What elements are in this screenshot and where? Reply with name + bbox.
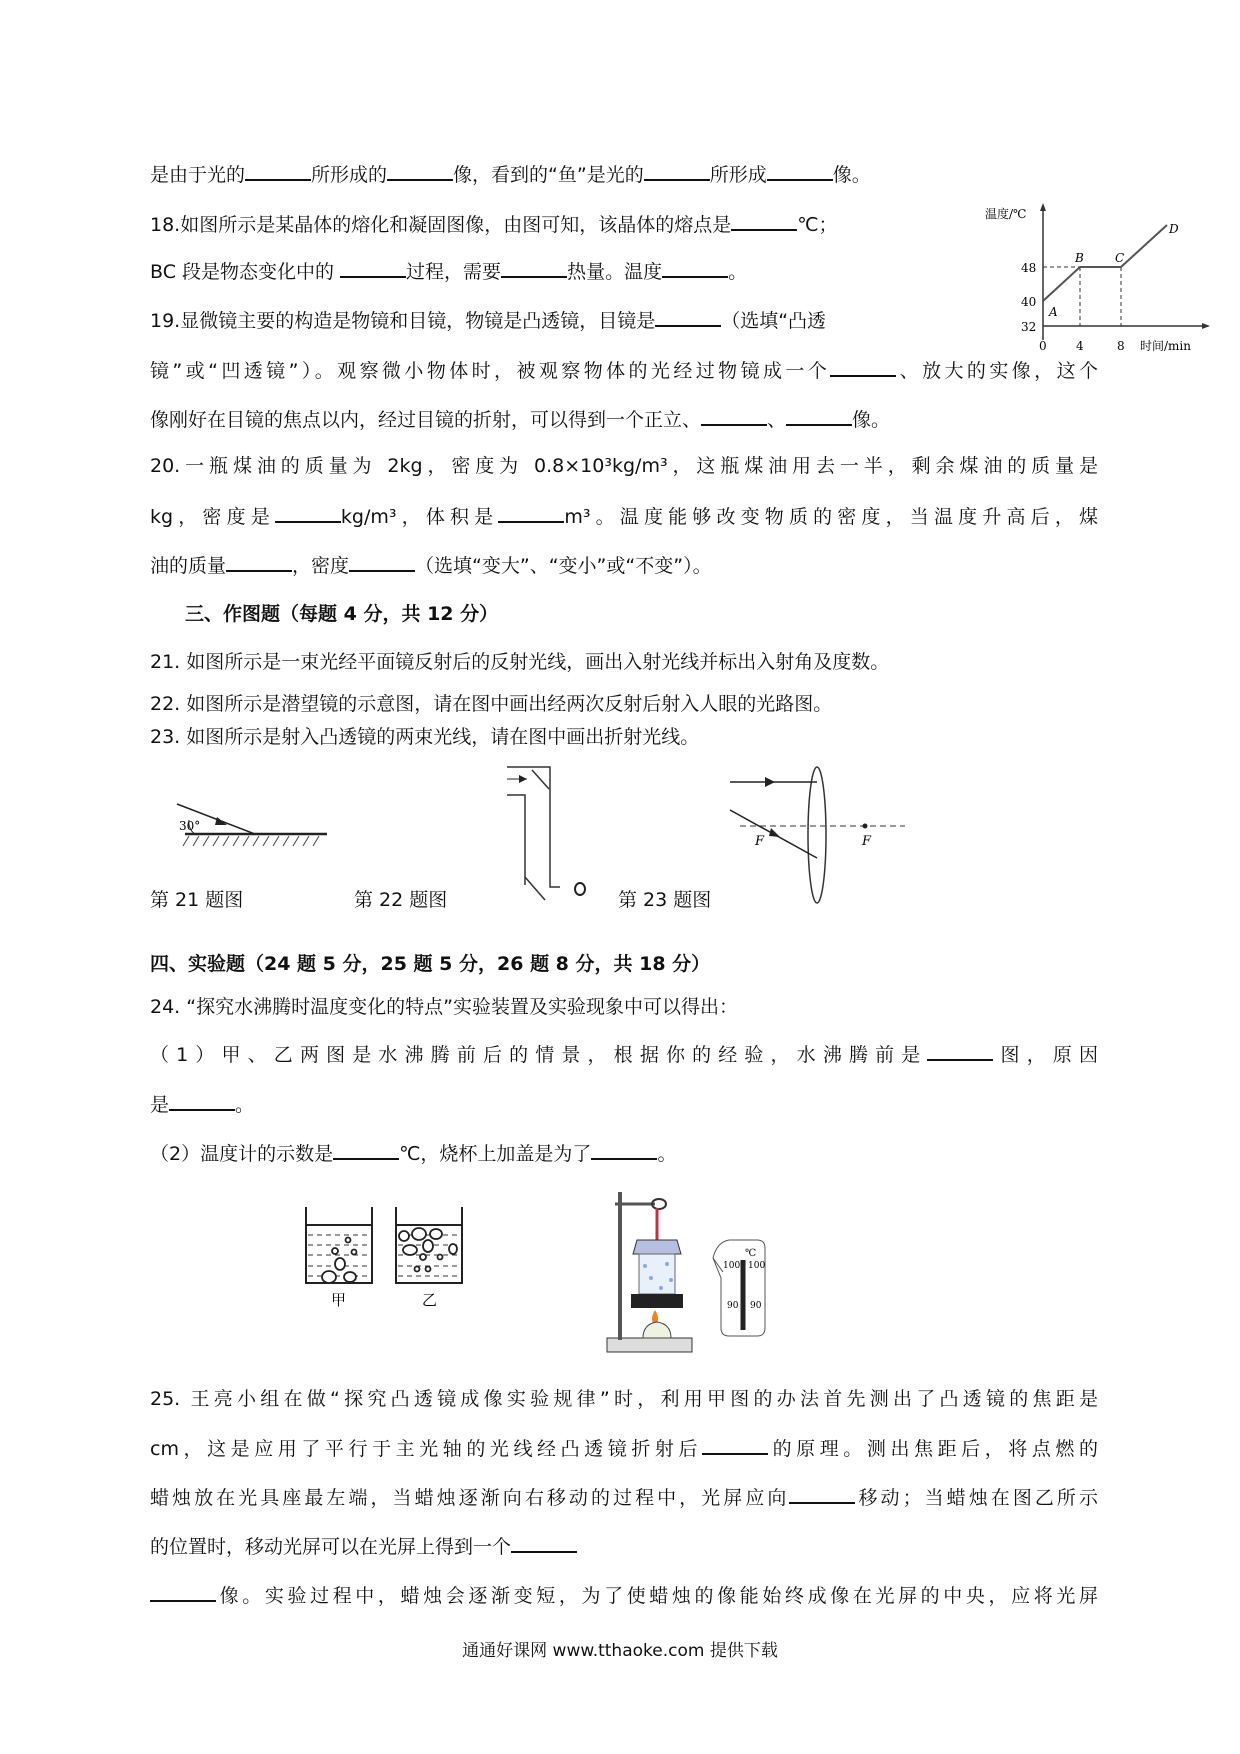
thermo-tick-90-right: 90 [750,1301,762,1311]
ytick-40: 40 [1021,295,1037,309]
answer-blank [789,1484,855,1504]
answer-blank [644,161,710,181]
ytick-32: 32 [1021,320,1037,334]
q23-text [150,724,699,750]
text-segment: ℃，烧杯上加盖是为了 [399,1143,592,1165]
boiling-beakers-figure [300,1205,480,1320]
q25-line3 [150,1484,1098,1510]
q19-line1 [150,307,826,333]
text-segment: 像。 [852,409,891,431]
convex-lens-figure [725,765,925,910]
answer-blank [333,1140,399,1160]
q25-line1 [150,1386,1098,1412]
text-segment: 。 [235,1094,255,1116]
ytick-48: 48 [1021,261,1037,275]
text-segment: 、放大的实像，这个 [896,360,1098,382]
answer-blank [226,552,292,572]
fig21-caption: 第 21 题图 [150,889,244,911]
periscope-figure [505,765,605,910]
text-segment: 图，原因 [993,1044,1098,1066]
text-segment: BC 段是物态变化中的 [150,261,341,283]
point-b: B [1075,251,1084,265]
focus-left-label: F [755,834,765,849]
answer-blank [511,1533,577,1553]
text-segment: 23. 如图所示是射入凸透镜的两束光线，请在图中画出折射光线。 [150,726,700,748]
answer-blank [767,161,833,181]
q20-line2 [150,503,1098,529]
boiling-apparatus-figure [595,1188,785,1360]
q25-line2 [150,1435,1098,1461]
text-segment: 18.如图所示是某晶体的熔化和凝固图像，由图可知，该晶体的熔点是 [150,214,732,236]
text-segment: cm，这是应用了平行于主光轴的光线经凸透镜折射后 [150,1438,703,1460]
text-segment: 的原理。测出焦距后，将点燃的 [768,1438,1098,1460]
answer-blank [655,307,721,327]
text-segment: kg，密度是 [150,506,275,528]
text-segment: m³。温度能够改变物质的密度，当温度升高后，煤 [564,506,1098,528]
thermo-tick-90-left: 90 [727,1301,739,1311]
q21-text [150,649,889,675]
q25-line5 [150,1582,1098,1608]
text-segment: 24. “探究水沸腾时温度变化的特点”实验装置及实验现象中可以得出： [150,996,738,1018]
answer-blank [662,258,728,278]
plane-mirror-figure [165,790,335,870]
q17-tail [150,161,871,187]
point-d: D [1169,222,1179,236]
point-c: C [1115,251,1125,265]
q18-line2 [150,258,747,284]
answer-blank [786,406,852,426]
text-segment: 热量。温度 [567,261,663,283]
answer-blank [275,503,341,523]
angle-label: 30° [179,819,201,833]
melting-curve-chart [985,200,1210,355]
q24-part2 [150,1140,676,1166]
text-segment: 所形成的 [311,164,388,186]
q22-text [150,691,832,717]
text-segment: 是由于光的 [150,164,246,186]
chart-ylabel: 温度/℃ [985,207,1027,221]
beaker-b-label: 乙 [422,1291,438,1309]
text-segment: （选填“变大”、“变小”或“不变”）。 [415,555,712,577]
answer-blank [349,552,415,572]
footer: 通通好课网 www.tthaoke.com 提供下载 [462,1641,778,1661]
q20-line1 [150,453,1098,479]
text-segment: 。 [728,261,748,283]
q20-line3 [150,552,712,578]
answer-blank [731,211,797,231]
section-3-heading [185,601,498,627]
text-segment: 过程，需要 [406,261,502,283]
q25-line4 [150,1533,577,1559]
text-segment: 21. 如图所示是一束光经平面镜反射后的反射光线，画出入射光线并标出入射角及度数。 [150,651,890,673]
section-4-heading [150,951,710,977]
text-segment: 移动；当蜡烛在图乙所示 [855,1487,1098,1509]
beaker-a-label: 甲 [331,1291,347,1309]
q24-part1-reason [150,1091,254,1117]
text-segment: 、 [767,409,787,431]
eye-icon [575,883,585,895]
text-segment: 蜡烛放在光具座最左端，当蜡烛逐渐向右移动的过程中，光屏应向 [150,1487,790,1509]
fig23-caption: 第 23 题图 [618,889,712,911]
answer-blank [245,161,311,181]
text-segment: （1）甲、乙两图是水沸腾前后的情景，根据你的经验，水沸腾前是 [150,1044,928,1066]
text-segment: 镜”或“凹透镜”）。观察微小物体时，被观察物体的光经过物镜成一个 [150,360,831,382]
text-segment: 油的质量 [150,555,227,577]
answer-blank [927,1041,993,1061]
text-segment: 25. 王亮小组在做“探究凸透镜成像实验规律”时，利用甲图的办法首先测出了凸透镜的焦距是 [150,1388,1098,1410]
q19-line3 [150,406,890,432]
text-segment: 四、实验题（24 题 5 分，25 题 5 分，26 题 8 分，共 18 分） [150,953,711,975]
text-segment: ℃； [797,214,838,236]
q18-line1 [150,211,838,237]
q24-text [150,994,738,1020]
thermo-tick-100-right: 100 [748,1261,766,1271]
xtick-4: 4 [1076,339,1084,353]
text-segment: ，密度 [292,555,350,577]
focus-right-label: F [862,834,872,849]
text-segment: 是 [150,1094,170,1116]
text-segment: 像。 [832,164,871,186]
answer-blank [150,1582,216,1602]
text-segment: 的位置时，移动光屏可以在光屏上得到一个 [150,1536,512,1558]
xtick-8: 8 [1117,339,1125,353]
point-a: A [1049,305,1058,319]
thermo-tick-100-left: 100 [723,1261,741,1271]
q19-line2 [150,357,1098,383]
text-segment: 20.一瓶煤油的质量为 2kg，密度为 0.8×10³kg/m³，这瓶煤油用去一半，剩余煤油的质量是 [150,455,1098,477]
answer-blank [498,503,564,523]
text-segment: （选填“凸透 [721,310,827,332]
chart-xlabel: 时间/min [1140,339,1191,353]
answer-blank [169,1091,235,1111]
answer-blank [701,406,767,426]
answer-blank [501,258,567,278]
text-segment: kg/m³，体积是 [340,506,499,528]
text-segment: 像，看到的“鱼”是光的 [453,164,644,186]
answer-blank [387,161,453,181]
text-segment: （2）温度计的示数是 [150,1143,334,1165]
answer-blank [830,357,896,377]
text-segment: 19.显微镜主要的构造是物镜和目镜，物镜是凸透镜，目镜是 [150,310,656,332]
text-segment: 像。实验过程中，蜡烛会逐渐变短，为了使蜡烛的像能始终成像在光屏的中央，应将光屏 [216,1585,1098,1607]
answer-blank [702,1435,768,1455]
answer-blank [591,1140,657,1160]
text-segment: 像刚好在目镜的焦点以内，经过目镜的折射，可以得到一个正立、 [150,409,702,431]
answer-blank [340,258,406,278]
fig22-caption: 第 22 题图 [354,889,448,911]
text-segment: 。 [657,1143,677,1165]
text-segment: 所形成 [709,164,767,186]
thermometer-unit: ℃ [745,1248,757,1259]
xtick-0: 0 [1039,339,1047,353]
text-segment: 22. 如图所示是潜望镜的示意图，请在图中画出经两次反射后射入人眼的光路图。 [150,693,833,715]
q24-part1 [150,1041,1098,1067]
text-segment: 三、作图题（每题 4 分，共 12 分） [185,603,499,625]
